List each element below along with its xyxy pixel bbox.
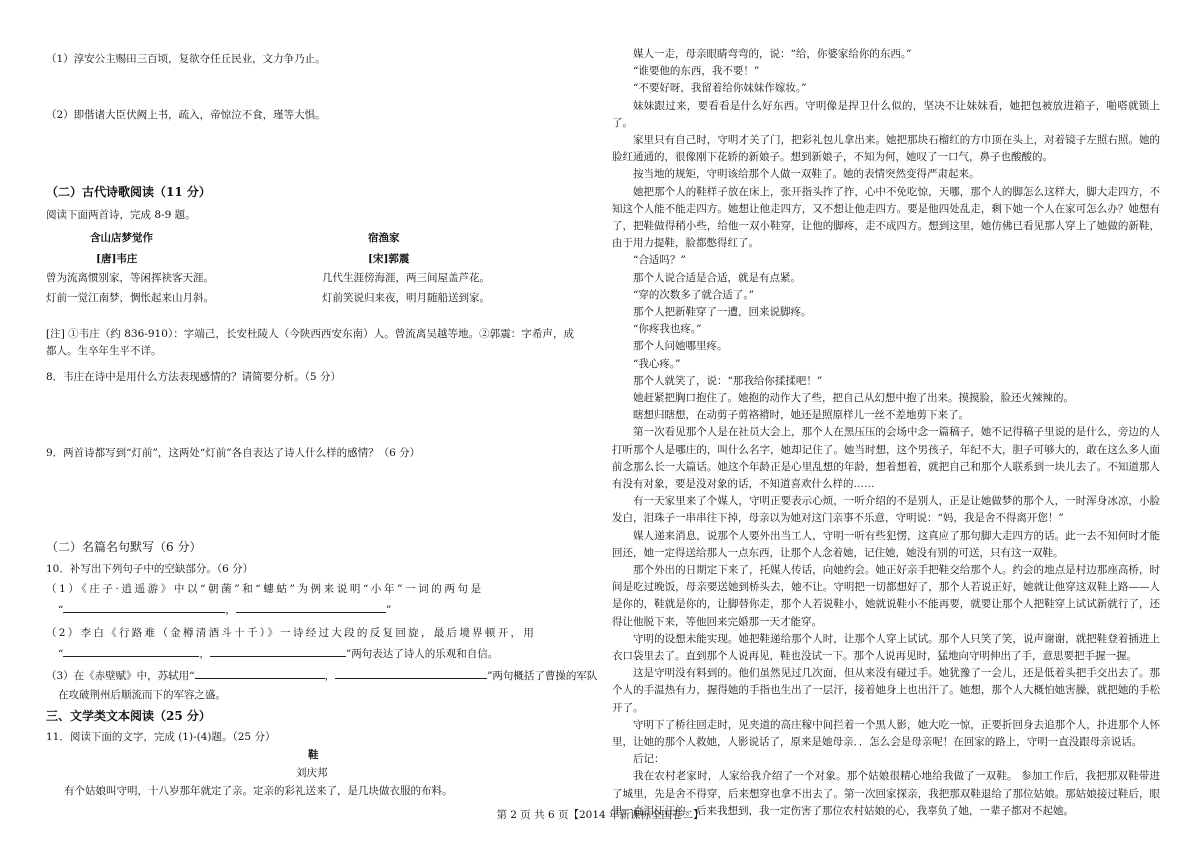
quote-open: “ — [58, 604, 64, 616]
blank-2[interactable] — [236, 602, 386, 613]
story-paragraph: 那个人把新鞋穿了一遭，回来说脚疼。 — [633, 306, 812, 318]
story-paragraph: 妹妹跟过来，要看看是什么好东西。守明像是捍卫什么似的，坚决不让妹妹看，她把包被放进箱子，啪嗒就锁上了。 — [612, 99, 1160, 129]
q10-item3 — [46, 668, 597, 683]
poem1-line2: 灯前一觉江南梦，惆怅起来山月斜。 — [46, 292, 214, 304]
poem1-author: [唐]韦庄 — [96, 253, 138, 265]
blank-1[interactable] — [63, 602, 225, 613]
story-paragraph: 家里只有自己时，守明才关了门，把彩礼包儿拿出来。她把那块石榴红的方巾顶在头上，对着镜子左照右照。她的脸红通通的，很像刚下花轿的新娘子。想到新娘子，不知为何，她叹了一口气，鼻子也酸酸的。 — [612, 134, 1160, 164]
story-paragraph: “合适吗？” — [633, 254, 686, 267]
q1-translation-item: （1）淳安公主赐田三百顷，复欲夺任丘民业，文力争乃止。 — [46, 53, 326, 65]
poem2-line2: 灯前笑说归来夜，明月随船送到家。 — [322, 292, 490, 304]
story-paragraph: “穿的次数多了就合适了。” — [633, 288, 754, 301]
story-paragraph: 第一次看见那个人是在社员大会上，那个人在黑压压的会场中念一篇稿子，她不记得稿子里说的是什么，旁边的人打听那个人是哪庄的，叫什么名字，她却记住了。她当时想，这个男孩子，年纪不大，胆子可够大的，敢在这么多人面前念那么长一大篇话。她这个年龄正是心里乱想的年龄，想着想着，就把自己和那个人联系到一块儿去了。不知道那人有没有对象，要是没对象的话，不知道喜欢什么样的…… — [612, 426, 1160, 490]
story-paragraph-1: 有个姑娘叫守明，十八岁那年就定了亲。定亲的彩礼送来了，是几块做衣服的布料。 — [64, 785, 453, 797]
quote-open: “ — [58, 648, 64, 660]
story-paragraph: 后记： — [633, 753, 665, 766]
story-paragraph: 守明下了桥往回走时，见夹道的高庄稼中间拦着一个黑人影，她大吃一惊，正要折回身去追那个人，扑进那个人怀里，让她的那个人救她，人影说话了，原来是她母亲．．怎么会是母亲呢！在回家的路上，守明一直没跟母亲说话。 — [612, 718, 1160, 748]
poem2-line1: 几代生涯傍海涯，两三间屋盖芦花。 — [322, 272, 490, 284]
q10-3-prefix: （3）在《赤壁赋》中，苏轼用“ — [46, 670, 195, 682]
story-paragraph: 她把那个人的鞋样子放在床上，张开指头拃了拃，心中不免吃惊，天哪，那个人的脚怎么这样大，脚大走四方，不知这个人能不能走四方。她想让他走四方，又不想让他走四方。要是他四处乱走，剩下她一个人在家可怎么办？她想有了，把鞋做得稍小些，给他一双小鞋穿，让他的脚疼，走不成四方。想到这里，她仿佛已看见那人穿上了她做的新鞋，由于用力提鞋，脸都憋得红了。 — [612, 185, 1160, 250]
story-paragraph: “不要好呀，我留着给你妹妹作嫁妆。” — [633, 82, 807, 95]
story-paragraph: 那个人问她哪里疼。 — [633, 340, 728, 353]
section-dictation-title: （二）名篇名句默写（6 分） — [46, 540, 202, 554]
q10-item2-blanks — [58, 646, 498, 661]
poem2-author: [宋]郭震 — [368, 253, 410, 265]
story-paragraph: 我在农村老家时，人家给我介绍了一个对象。那个姑娘很精心地给我做了一双鞋。 参加工作后，我把那双鞋带进了城里，先是舍不得穿，后来想穿也拿不出去了。第一次回家探亲，我把那双鞋退给了那位姑娘。那姑娘接过鞋后，眼里一直泪汪汪的。后来我想到，我一定伤害了那位农村姑娘的心，我辜负了她，一辈子都对不起她。 — [612, 770, 1160, 817]
section-literature-title: 三、文学类文本阅读（25 分） — [46, 709, 211, 723]
quote-close: ” — [385, 604, 392, 616]
q10-3-suffix: ”两句概括了曹操的军队 — [487, 670, 598, 682]
story-paragraph: 她赶紧把胸口抱住了。她抱的动作大了些，把自己从幻想中抱了出来。摸摸脸，脸还火辣辣的。 — [633, 392, 1074, 404]
story-paragraph: 这是守明没有料到的。他们虽然见过几次面，但从来没有碰过手。她犹豫了一会儿，还是低着头把手交出去了。那个人的手温热有力，握得她的手指也生出了一层汗，接着她身上也出汗了。她想，那个人大概怕她害臊，就把她的手松开了。 — [612, 667, 1160, 714]
story-paragraph: “我心疼。” — [633, 357, 681, 370]
blank-3[interactable] — [63, 646, 199, 657]
blank-5[interactable] — [195, 668, 325, 679]
q10-item1-blanks — [58, 602, 391, 617]
story-paragraph: 那个外出的日期定下来了，托媒人传话，向她约会。她正好亲手把鞋交给那个人。约会的地点是村边那座高桥，时间是吃过晚饭，母亲要送她到桥头去，她不让。守明把一切都想好了，那个人若说正好，她就让他穿这双鞋上路——人是你的，鞋就是你的，让脚替你走，那个人若说鞋小，她就说鞋小不能再要，就要让那个人把鞋穿上试试新就行了，还得让他脱下来，等他回来完婚那一天才能穿。 — [612, 564, 1160, 628]
story-paragraph: 媒人一走，母亲眼睛弯弯的，说：“给，你婆家给你的东西。” — [633, 48, 912, 60]
poetry-annotation: [注] ①韦庄（约 836-910）：字端己，长安杜陵人（今陕西西安东南）人。曾流离吴越等地。②郭震：字希声，成都人。生卒年生平不详。 — [46, 328, 574, 358]
quote-close-tail: ”两句表达了诗人的乐观和自信。 — [345, 648, 499, 660]
story-paragraph: 那个人说合适是合适，就是有点紧。 — [633, 271, 801, 284]
story-paragraph: 那个人就笑了，说：“那我给你揉揉吧！” — [633, 374, 823, 387]
comma: ， — [199, 648, 210, 660]
story-author: 刘庆邦 — [296, 767, 328, 779]
story-paragraph: 瞎想归瞎想，在动剪子剪袼褙时，她还是照原样儿一丝不差地剪下来了。 — [633, 409, 969, 422]
page-footer: 第 2 页 共 6 页【2014 年新课标全国卷二】 — [496, 809, 704, 821]
comma: ， — [324, 670, 336, 682]
story-paragraph: 媒人递来消息，说那个人要外出当工人，守明一听有些犯愣，这真应了那句脚大走四方的话。此一去不知何时才能回还，她一定得送给那人一点东西，让那个人念着她，记住她，她没有别的可送，只有这一双鞋。 — [612, 529, 1160, 559]
question-11: 11．阅读下面的文字，完成 (1)-(4)题。（25 分） — [46, 731, 276, 743]
q10-item2: （2）李白《行路难（金樽清酒斗十千）》一诗经过大段的反复回旋，最后境界顿开，用 — [46, 627, 537, 639]
q10-item3-line2: 在攻破荆州后顺流而下的军容之盛。 — [58, 689, 226, 701]
question-9: 9．两首诗都写到“灯前”，这两处“灯前”各自表达了诗人什么样的感情？（6 分） — [46, 447, 421, 459]
poem1-title: 含山店梦觉作 — [90, 232, 153, 244]
blank-6[interactable] — [335, 668, 487, 679]
poem1-line1: 曾为流离惯别家，等闲挥袂客天涯。 — [46, 272, 214, 284]
poem2-title: 宿渔家 — [368, 232, 400, 244]
comma: ， — [225, 604, 236, 616]
question-10: 10．补写出下列句子中的空缺部分。（6 分） — [46, 563, 254, 575]
q10-item1: （1）《庄子·逍遥游》中以“朝菌”和“蟪蛄”为例来说明“小年”一词的两句是 — [46, 583, 484, 595]
story-paragraph: 有一天家里来了个媒人，守明正要表示心烦，一听介绍的不是别人，正是让她做梦的那个人，一时浑身冰凉，小脸发白，泪珠子一串串往下掉，母亲以为她对这门亲事不乐意，守明说：“妈，我是舍不得离开您！” — [612, 495, 1160, 525]
story-title: 鞋 — [308, 749, 319, 761]
story-paragraph: 按当地的规矩，守明该给那个人做一双鞋了。她的表情突然变得严肃起来。 — [633, 168, 980, 181]
story-paragraph: “你疼我也疼。” — [633, 323, 702, 336]
question-8: 8．韦庄在诗中是用什么方法表现感情的？请简要分析。（5 分） — [46, 371, 341, 383]
story-paragraph: 守明的设想未能实现。她把鞋递给那个人时，让那个人穿上试试。那个人只笑了笑，说声谢谢，就把鞋登着插进上衣口袋里去了。直到那个人说再见，鞋也没试一下。那个人说再见时，猛地向守明伸出了手，意思要把手握一握。 — [612, 632, 1160, 662]
q2-translation-item: （2）即偕诸大臣伏阙上书，疏入，帝惊泣不食，瑾等大惧。 — [46, 109, 326, 121]
story-paragraph: “谁要他的东西，我不要！” — [633, 65, 760, 78]
section-poetry-title: （二）古代诗歌阅读（11 分） — [46, 185, 211, 199]
poetry-instructions: 阅读下面两首诗，完成 8-9 题。 — [46, 209, 196, 221]
blank-4[interactable] — [210, 646, 346, 657]
